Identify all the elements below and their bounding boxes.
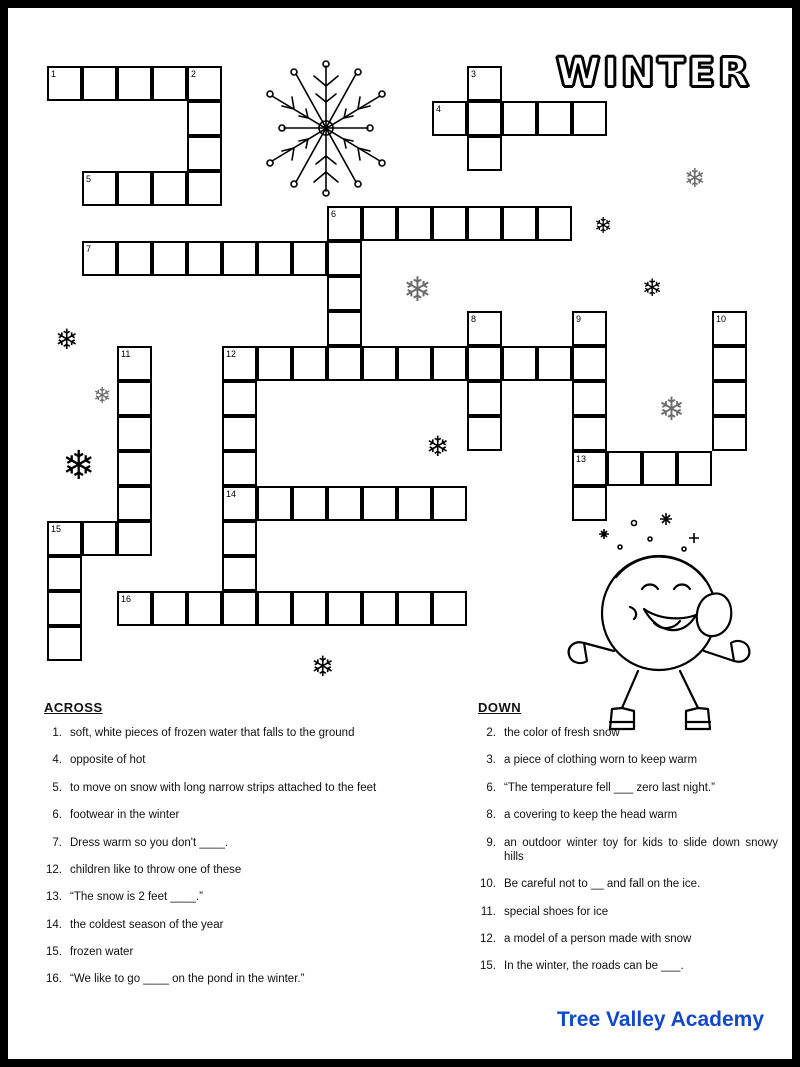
crossword-cell[interactable]: [47, 626, 82, 661]
crossword-cell[interactable]: [82, 241, 117, 276]
crossword-cell[interactable]: [712, 416, 747, 451]
crossword-cell[interactable]: [432, 101, 467, 136]
clue-item: [44, 863, 444, 877]
crossword-cell[interactable]: [327, 241, 362, 276]
snowflake-icon: ❄: [426, 430, 450, 463]
clue-text: Be careful not to __ and fall on the ice.: [504, 878, 701, 891]
clue-number: 4.: [52, 754, 62, 767]
crossword-cell[interactable]: [257, 241, 292, 276]
crossword-cell[interactable]: [572, 101, 607, 136]
clue-number: 9.: [486, 836, 496, 849]
crossword-cell[interactable]: [572, 381, 607, 416]
clue-number: 15.: [480, 960, 496, 973]
clue-number: 6.: [52, 809, 62, 822]
crossword-cell[interactable]: [362, 346, 397, 381]
clue-item: [44, 781, 444, 795]
clue-number: 13.: [46, 891, 62, 904]
down-heading: DOWN: [478, 700, 522, 715]
crossword-cell[interactable]: [82, 521, 117, 556]
crossword-cell[interactable]: [222, 451, 257, 486]
clue-text: “We like to go ____ on the pond in the winter.”: [70, 973, 305, 986]
crossword-cell[interactable]: [292, 346, 327, 381]
clue-text: soft, white pieces of frozen water that falls to the ground: [70, 727, 355, 739]
clue-number: 12.: [46, 863, 62, 876]
crossword-cell[interactable]: [152, 241, 187, 276]
crossword-cell[interactable]: [187, 591, 222, 626]
clue-number: 10.: [480, 878, 496, 891]
crossword-cell[interactable]: [257, 346, 292, 381]
crossword-cell[interactable]: [362, 591, 397, 626]
crossword-cell-number: 16: [121, 594, 132, 604]
clue-number: 6.: [486, 781, 496, 794]
across-heading: ACROSS: [44, 700, 103, 715]
snowflake-icon: ❄: [55, 323, 79, 356]
crossword-cell[interactable]: [362, 206, 397, 241]
crossword-cell[interactable]: [117, 346, 152, 381]
brand-footer: Tree Valley Academy: [556, 1008, 764, 1031]
crossword-cell[interactable]: [327, 311, 362, 346]
crossword-cell[interactable]: [572, 416, 607, 451]
crossword-cell[interactable]: [152, 171, 187, 206]
clue-number: 8.: [486, 809, 496, 822]
clue-number: 2.: [486, 727, 496, 739]
clue-item: [478, 959, 778, 973]
clue-item: [44, 918, 444, 932]
snowflake-icon: ❄: [684, 164, 706, 194]
crossword-cell-number: 10: [716, 314, 727, 324]
crossword-cell[interactable]: [47, 591, 82, 626]
clue-item: [478, 781, 778, 795]
clue-text: the color of fresh snow: [504, 727, 620, 739]
crossword-cell[interactable]: [607, 451, 642, 486]
crossword-cell[interactable]: [327, 346, 362, 381]
crossword-cell-number: 6: [331, 209, 337, 219]
crossword-cell[interactable]: [187, 136, 222, 171]
snowflake-icon: ❄: [642, 274, 663, 302]
crossword-cell[interactable]: [397, 206, 432, 241]
crossword-cell-number: 4: [436, 104, 442, 114]
crossword-cell[interactable]: [642, 451, 677, 486]
crossword-cell-number: 14: [226, 489, 237, 499]
crossword-cell[interactable]: [187, 241, 222, 276]
crossword-cell[interactable]: [397, 346, 432, 381]
clue-text: children like to throw one of these: [70, 863, 242, 876]
crossword-cell[interactable]: [327, 206, 362, 241]
clue-item: [44, 890, 444, 904]
crossword-cell[interactable]: [432, 346, 467, 381]
crossword-cell[interactable]: [537, 346, 572, 381]
crossword-cell[interactable]: [222, 241, 257, 276]
crossword-cell-number: 7: [86, 244, 92, 254]
clue-text: opposite of hot: [70, 754, 146, 767]
crossword-cell[interactable]: [117, 451, 152, 486]
crossword-cell[interactable]: [292, 591, 327, 626]
clue-text: “The snow is 2 feet ____.”: [70, 891, 203, 904]
clue-text: an outdoor winter toy for kids to slide down snowy hills: [504, 836, 778, 863]
clue-item: [44, 972, 444, 986]
clue-number: 14.: [46, 918, 62, 931]
crossword-cell[interactable]: [467, 101, 502, 136]
clue-text: “The temperature fell ___ zero last night.”: [504, 781, 715, 794]
crossword-cell[interactable]: [117, 381, 152, 416]
crossword-cell[interactable]: [327, 486, 362, 521]
clue-item: [478, 932, 778, 946]
crossword-cell[interactable]: [222, 486, 257, 521]
clue-text: the coldest season of the year: [70, 918, 224, 931]
crossword-cell[interactable]: [222, 346, 257, 381]
crossword-cell[interactable]: [677, 451, 712, 486]
crossword-cell[interactable]: [47, 556, 82, 591]
crossword-cell[interactable]: [397, 486, 432, 521]
crossword-cell[interactable]: [187, 171, 222, 206]
clue-item: [478, 808, 778, 822]
clue-item: [478, 877, 778, 891]
snowflake-icon: ❄: [594, 214, 613, 239]
crossword-cell-number: 11: [121, 349, 131, 359]
clue-number: 11.: [480, 905, 496, 918]
crossword-cell-number: 8: [471, 314, 477, 324]
crossword-cell[interactable]: [187, 66, 222, 101]
snowflake-icon: ❄: [658, 390, 685, 428]
crossword-cell[interactable]: [187, 101, 222, 136]
clue-text: a model of a person made with snow: [504, 933, 692, 945]
crossword-cell-number: 1: [51, 69, 57, 79]
clue-text: In the winter, the roads can be ___.: [504, 960, 684, 973]
crossword-cell[interactable]: [292, 241, 327, 276]
crossword-cell[interactable]: [537, 101, 572, 136]
crossword-cell[interactable]: [502, 206, 537, 241]
crossword-cell[interactable]: [257, 591, 292, 626]
crossword-cell[interactable]: [82, 171, 117, 206]
clue-item: [44, 808, 444, 822]
crossword-cell[interactable]: [467, 66, 502, 101]
clue-text: to move on snow with long narrow strips attached to the feet: [70, 781, 377, 794]
crossword-cell[interactable]: [222, 521, 257, 556]
crossword-cell-number: 9: [576, 314, 582, 324]
page-title: WINTER: [556, 50, 752, 96]
clue-item: [478, 836, 778, 865]
clue-number: 7.: [52, 836, 62, 849]
crossword-cell[interactable]: [467, 381, 502, 416]
across-clue-list: [44, 700, 444, 1000]
snowflake-icon: ❄: [62, 443, 96, 489]
clue-number: 15.: [46, 946, 62, 958]
crossword-cell[interactable]: [117, 486, 152, 521]
crossword-cell[interactable]: [502, 101, 537, 136]
crossword-cell[interactable]: [117, 591, 152, 626]
crossword-cell-number: 5: [86, 174, 92, 184]
clue-number: 12.: [480, 933, 496, 945]
crossword-cell[interactable]: [712, 311, 747, 346]
crossword-cell[interactable]: [712, 381, 747, 416]
crossword-cell[interactable]: [712, 346, 747, 381]
crossword-cell[interactable]: [152, 66, 187, 101]
crossword-cell[interactable]: [222, 556, 257, 591]
crossword-cell[interactable]: [152, 591, 187, 626]
crossword-cell[interactable]: [362, 486, 397, 521]
clue-number: 5.: [52, 781, 62, 794]
crossword-cell[interactable]: [292, 486, 327, 521]
clue-item: [44, 836, 444, 850]
clue-text: special shoes for ice: [504, 905, 609, 918]
crossword-cell[interactable]: [117, 171, 152, 206]
clue-item: [44, 945, 444, 959]
clue-item: [478, 753, 778, 767]
crossword-cell[interactable]: [397, 591, 432, 626]
crossword-cell[interactable]: [327, 276, 362, 311]
crossword-cell[interactable]: [467, 136, 502, 171]
crossword-cell[interactable]: [222, 591, 257, 626]
clue-item: [44, 726, 444, 740]
crossword-cell[interactable]: [432, 486, 467, 521]
crossword-cell-number: 3: [471, 69, 477, 79]
crossword-cell[interactable]: [82, 66, 117, 101]
crossword-cell-number: 13: [576, 454, 587, 464]
crossword-cell[interactable]: [117, 241, 152, 276]
crossword-cell[interactable]: [467, 416, 502, 451]
crossword-cell[interactable]: [572, 311, 607, 346]
crossword-cell[interactable]: [467, 346, 502, 381]
crossword-cell[interactable]: [47, 521, 82, 556]
clue-text: a covering to keep the head warm: [504, 809, 678, 822]
crossword-cell[interactable]: [222, 416, 257, 451]
crossword-cell[interactable]: [222, 381, 257, 416]
crossword-cell[interactable]: [47, 66, 82, 101]
crossword-cell[interactable]: [432, 591, 467, 626]
snowflake-icon: ❄: [93, 384, 112, 409]
clue-number: 16.: [46, 973, 62, 986]
clue-item: [44, 753, 444, 767]
clue-item: [478, 905, 778, 919]
clue-text: a piece of clothing worn to keep warm: [504, 754, 698, 767]
crossword-cell[interactable]: [117, 416, 152, 451]
worksheet-page: [8, 8, 792, 1059]
crossword-cell[interactable]: [467, 311, 502, 346]
crossword-cell-number: 12: [226, 349, 237, 359]
clue-number: 3.: [486, 754, 496, 767]
crossword-cell[interactable]: [432, 206, 467, 241]
snowflake-icon: ❄: [403, 270, 432, 310]
crossword-cell[interactable]: [117, 521, 152, 556]
crossword-cell[interactable]: [467, 206, 502, 241]
clue-text: frozen water: [70, 946, 134, 958]
crossword-cell[interactable]: [502, 346, 537, 381]
crossword-cell-number: 15: [51, 524, 62, 534]
crossword-cell[interactable]: [117, 66, 152, 101]
clue-text: footwear in the winter: [70, 809, 180, 822]
clue-text: Dress warm so you don't ____.: [70, 836, 229, 849]
crossword-cell[interactable]: [257, 486, 292, 521]
clue-item: [478, 726, 778, 740]
crossword-cell-number: 2: [191, 69, 197, 79]
crossword-cell[interactable]: [537, 206, 572, 241]
crossword-cell[interactable]: [572, 346, 607, 381]
crossword-cell[interactable]: [327, 591, 362, 626]
down-clue-list: [478, 700, 778, 987]
clue-number: 1.: [52, 727, 62, 739]
snowflake-icon: ❄: [311, 650, 335, 683]
crossword-cell[interactable]: [572, 451, 607, 486]
